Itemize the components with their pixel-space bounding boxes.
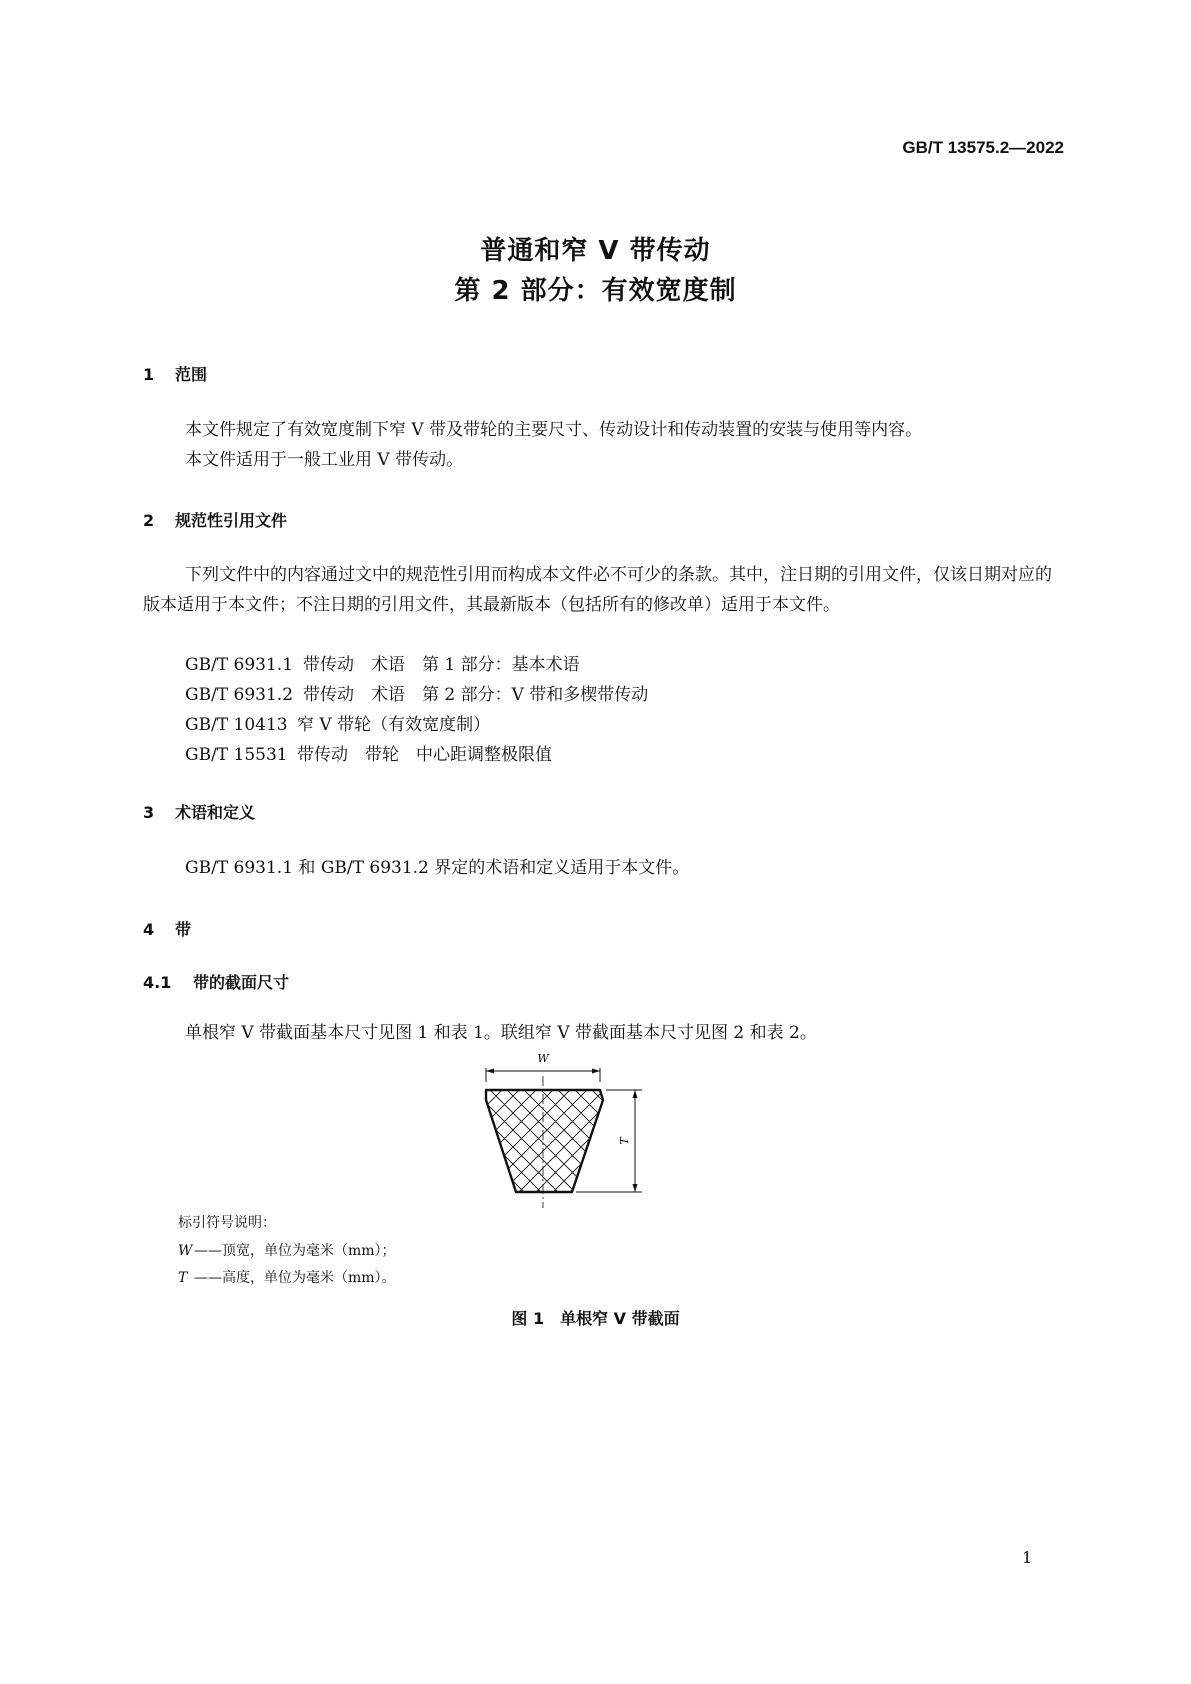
reference-title: 带传动 术语 第 2 部分：V 带和多楔带传动 [303, 685, 649, 705]
section-1-paragraph-1: 本文件规定了有效宽度制下窄 V 带及带轮的主要尺寸、传动设计和传动装置的安装与使用等内容。 [185, 420, 923, 440]
page-number: 1 [1022, 1548, 1033, 1567]
legend-title: 标引符号说明： [178, 1215, 276, 1231]
legend-item [178, 1240, 396, 1260]
reference-item [185, 680, 648, 705]
reference-title: 带传动 带轮 中心距调整极限值 [297, 745, 552, 765]
legend-text: ——高度，单位为毫米（mm）。 [194, 1270, 396, 1286]
legend-text: ——顶宽，单位为毫米（mm）； [194, 1243, 396, 1259]
legend-symbol: T [178, 1270, 188, 1286]
section-number: 4 [143, 920, 155, 939]
legend-symbol: W [178, 1243, 193, 1259]
reference-code: GB/T 15531 [185, 745, 288, 765]
document-title-line1: 普通和窄 V 带传动 [480, 236, 711, 266]
section-title: 范围 [175, 365, 208, 384]
section-number: 1 [143, 365, 155, 384]
document-title-line2: 第 2 部分：有效宽度制 [454, 276, 737, 306]
reference-item [185, 710, 490, 735]
arrowhead [633, 1184, 638, 1192]
section-number: 3 [143, 803, 155, 822]
section-title: 规范性引用文件 [175, 511, 288, 530]
standard-prefix: GB/T [902, 138, 943, 157]
arrowhead [592, 1069, 600, 1074]
section-3-paragraph-1: GB/T 6931.1 和 GB/T 6931.2 界定的术语和定义适用于本文件。 [185, 858, 690, 878]
arrowhead [486, 1069, 494, 1074]
section-4-1-paragraph-1: 单根窄 V 带截面基本尺寸见图 1 和表 1。联组窄 V 带截面基本尺寸见图 2 和表 2。 [185, 1023, 817, 1043]
section-2-paragraph-1: 下列文件中的内容通过文中的规范性引用而构成本文件必不可少的条款。其中，注日期的引用文件，仅该日期对应的版本适用于本文件；不注日期的引用文件，其最新版本（包括所有的修改单）适用于本文件。 [143, 565, 1052, 615]
reference-code: GB/T 6931.2 [185, 685, 294, 705]
legend-item [178, 1267, 396, 1287]
reference-title: 窄 V 带轮（有效宽度制） [297, 715, 491, 735]
v-belt-cross-section-figure [470, 1040, 670, 1220]
section-title: 带的截面尺寸 [193, 973, 290, 992]
reference-item [185, 740, 552, 765]
arrowhead [633, 1090, 638, 1098]
reference-title: 带传动 术语 第 1 部分：基本术语 [303, 655, 580, 675]
reference-item [185, 650, 580, 675]
reference-code: GB/T 10413 [185, 715, 288, 735]
section-title: 术语和定义 [175, 803, 256, 822]
section-4-1-heading [143, 970, 289, 993]
section-title: 带 [175, 920, 192, 939]
standard-number [0, 138, 1064, 158]
section-1-paragraph-2: 本文件适用于一般工业用 V 带传动。 [185, 450, 464, 470]
width-symbol: W [537, 1052, 549, 1065]
section-number: 4.1 [143, 973, 172, 992]
section-4-heading [143, 917, 191, 940]
standard-code: 13575.2—2022 [947, 138, 1064, 157]
figure-caption: 图 1 单根窄 V 带截面 [511, 1309, 680, 1328]
reference-code: GB/T 6931.1 [185, 655, 294, 675]
section-1-heading [143, 362, 207, 385]
section-3-heading [143, 800, 255, 823]
section-number: 2 [143, 511, 155, 530]
height-symbol: T [618, 1137, 631, 1145]
section-2-heading [143, 508, 287, 531]
